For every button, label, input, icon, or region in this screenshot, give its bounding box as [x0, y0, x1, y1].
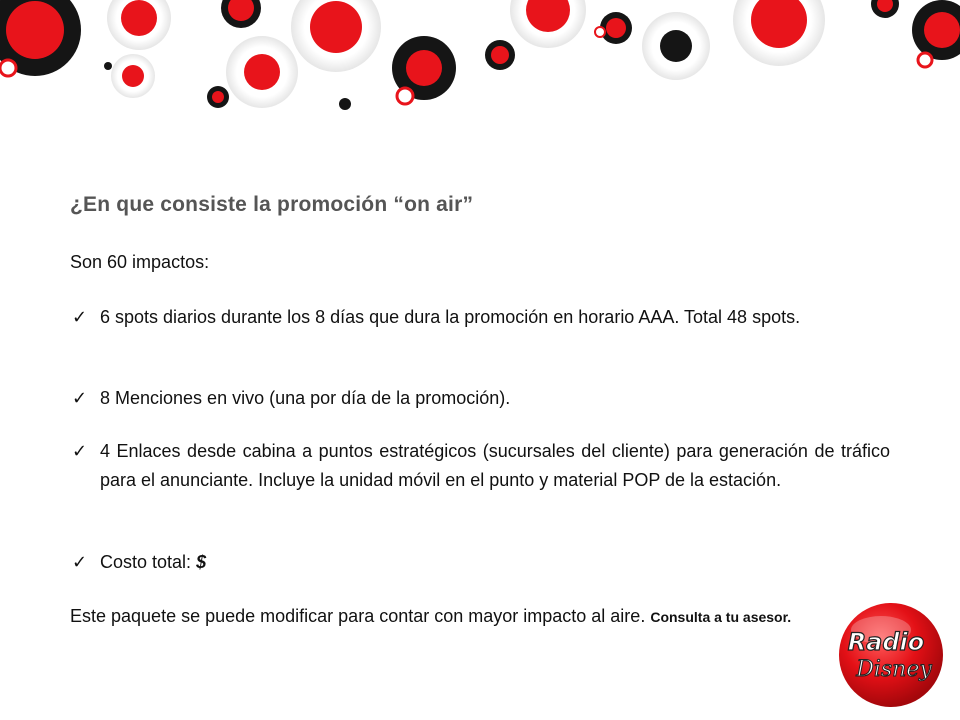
list-item-text: 6 spots diarios durante los 8 días que dura la promoción en horario AAA. Total 48 spots. [100, 307, 801, 327]
checkmark-icon: ✓ [72, 441, 88, 461]
list-item [70, 548, 890, 577]
footer-consult: Consulta a tu asesor. [650, 609, 792, 625]
footer-text [70, 603, 890, 630]
list-item-text: 8 Menciones en vivo (una por día de la promoción). [100, 388, 511, 408]
checkmark-icon: ✓ [72, 307, 88, 327]
decorative-bubbles-banner [0, 0, 960, 125]
footer-main: Este paquete se puede modificar para contar con mayor impacto al aire. [70, 606, 646, 626]
list-item [70, 437, 890, 495]
radio-disney-logo [836, 600, 946, 710]
intro-text: Son 60 impactos: [70, 252, 210, 272]
list-item [70, 384, 890, 413]
cost-label: Costo total: [100, 552, 192, 572]
list-item [70, 303, 890, 332]
page-title: ¿En que consiste la promoción “on air” [70, 193, 474, 216]
cost-line [100, 548, 890, 577]
checkmark-icon: ✓ [72, 388, 88, 408]
cost-value: $ [196, 552, 207, 572]
logo-line1: Radio [847, 628, 925, 656]
list-item-text: 4 Enlaces desde cabina a puntos estratégicos (sucursales del cliente) para generación de tráfico para el anunciante. Incluye la unidad móvil en el punto y material POP de la estación. [100, 441, 890, 490]
checkmark-icon: ✓ [72, 552, 88, 572]
logo-line2: Disney [856, 657, 932, 682]
